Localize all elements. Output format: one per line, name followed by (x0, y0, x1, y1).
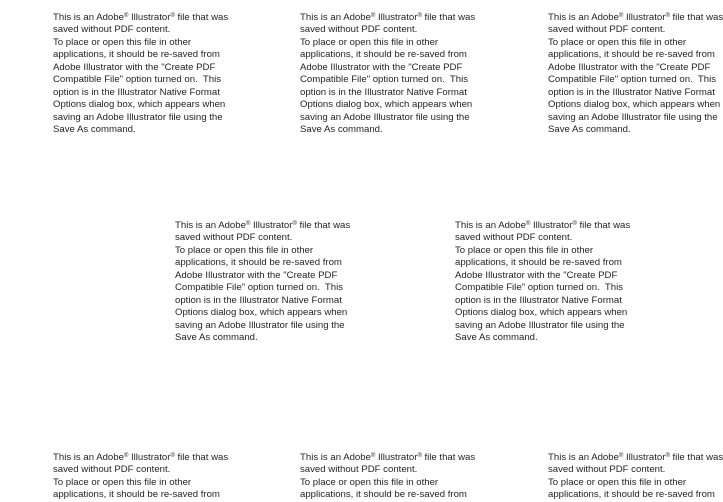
notice-block (455, 220, 631, 344)
notice-line: saving an Adobe Illustrator file using the (53, 111, 223, 123)
notice-block (53, 12, 238, 136)
notice-line: This is an Adobe® Illustrator® file that was (175, 220, 351, 231)
notice-line: saved without PDF content. (53, 24, 171, 36)
notice-line: saved without PDF content. (455, 232, 573, 244)
notice-line: This is an Adobe® Illustrator® file that was (300, 12, 476, 23)
notice-line: Compatible File" option turned on. This (300, 74, 469, 86)
registered-mark: ® (417, 13, 422, 20)
registered-mark: ® (618, 453, 624, 460)
notice-line: Options dialog box, which appears when (300, 99, 473, 111)
notice-line: This is an Adobe® Illustrator® file that was (53, 12, 229, 23)
notice-line: applications, it should be re-saved from (300, 49, 467, 61)
registered-mark: ® (170, 13, 175, 20)
notice-line: option is in the Illustrator Native Format (548, 86, 715, 98)
notice-line: Adobe Illustrator with the "Create PDF (175, 269, 338, 281)
notice-line: This is an Adobe® Illustrator® file that was (300, 452, 476, 463)
registered-mark: ® (370, 453, 376, 460)
notice-line: Compatible File" option turned on. This (53, 74, 222, 86)
notice-line: option is in the Illustrator Native Format (175, 294, 342, 306)
notice-block (300, 452, 485, 500)
notice-line: saved without PDF content. (548, 24, 666, 36)
notice-line: option is in the Illustrator Native Format (53, 86, 220, 98)
notice-line: Options dialog box, which appears when (175, 307, 348, 319)
notice-block (548, 12, 723, 136)
notice-line: Options dialog box, which appears when (455, 307, 628, 319)
notice-line: saved without PDF content. (53, 464, 171, 476)
notice-block (300, 12, 485, 136)
notice-line: Save As command. (548, 123, 631, 135)
registered-mark: ® (170, 453, 175, 460)
registered-mark: ® (572, 221, 577, 228)
notice-line: This is an Adobe® Illustrator® file that was (455, 220, 631, 231)
notice-line: applications, it should be re-saved from (548, 49, 715, 61)
notice-line: Adobe Illustrator with the "Create PDF (53, 61, 216, 73)
notice-line: saved without PDF content. (300, 24, 418, 36)
notice-line: Save As command. (300, 123, 383, 135)
notice-line: saved without PDF content. (175, 232, 293, 244)
notice-line: To place or open this file in other (300, 36, 439, 48)
notice-line: Adobe Illustrator with the "Create PDF (300, 61, 463, 73)
notice-line: Save As command. (175, 331, 258, 343)
notice-line: To place or open this file in other (548, 36, 687, 48)
notice-line: Save As command. (53, 123, 136, 135)
notice-line: Adobe Illustrator with the "Create PDF (455, 269, 618, 281)
notice-line: applications, it should be re-saved from (548, 489, 715, 501)
notice-line: saved without PDF content. (548, 464, 666, 476)
registered-mark: ® (292, 221, 297, 228)
registered-mark: ® (665, 453, 670, 460)
notice-line: Compatible File" option turned on. This (175, 282, 344, 294)
notice-line: Compatible File" option turned on. This (455, 282, 624, 294)
notice-line: To place or open this file in other (175, 244, 314, 256)
notice-line: This is an Adobe® Illustrator® file that was (53, 452, 229, 463)
notice-line: saving an Adobe Illustrator file using the (175, 319, 345, 331)
notice-line: This is an Adobe® Illustrator® file that was (548, 12, 723, 23)
notice-line: Adobe Illustrator with the "Create PDF (548, 61, 711, 73)
registered-mark: ® (123, 13, 129, 20)
notice-line: applications, it should be re-saved from (53, 49, 220, 61)
notice-line: applications, it should be re-saved from (175, 257, 342, 269)
notice-block (175, 220, 360, 344)
registered-mark: ® (417, 453, 422, 460)
notice-line: To place or open this file in other (455, 244, 594, 256)
notice-line: saving an Adobe Illustrator file using the (548, 111, 718, 123)
notice-line: applications, it should be re-saved from (300, 489, 467, 501)
notice-line: To place or open this file in other (548, 476, 687, 488)
notice-line: Save As command. (455, 331, 538, 343)
notice-line: This is an Adobe® Illustrator® file that was (548, 452, 723, 463)
registered-mark: ® (618, 13, 624, 20)
notice-line: applications, it should be re-saved from (455, 257, 622, 269)
notice-block (53, 452, 238, 500)
registered-mark: ® (525, 221, 531, 228)
notice-line: option is in the Illustrator Native Format (300, 86, 467, 98)
notice-line: saving an Adobe Illustrator file using the (455, 319, 625, 331)
notice-line: To place or open this file in other (53, 36, 192, 48)
registered-mark: ® (370, 13, 376, 20)
notice-block (548, 452, 723, 501)
notice-line: To place or open this file in other (300, 476, 439, 488)
registered-mark: ® (665, 13, 670, 20)
notice-line: To place or open this file in other (53, 476, 192, 488)
registered-mark: ® (123, 453, 129, 460)
notice-line: Options dialog box, which appears when (548, 99, 721, 111)
notice-line: Options dialog box, which appears when (53, 99, 226, 111)
notice-line: saved without PDF content. (300, 464, 418, 476)
notice-line: option is in the Illustrator Native Format (455, 294, 622, 306)
registered-mark: ® (245, 221, 251, 228)
notice-line: applications, it should be re-saved from (53, 489, 220, 501)
notice-line: saving an Adobe Illustrator file using the (300, 111, 470, 123)
notice-line: Compatible File" option turned on. This (548, 74, 717, 86)
